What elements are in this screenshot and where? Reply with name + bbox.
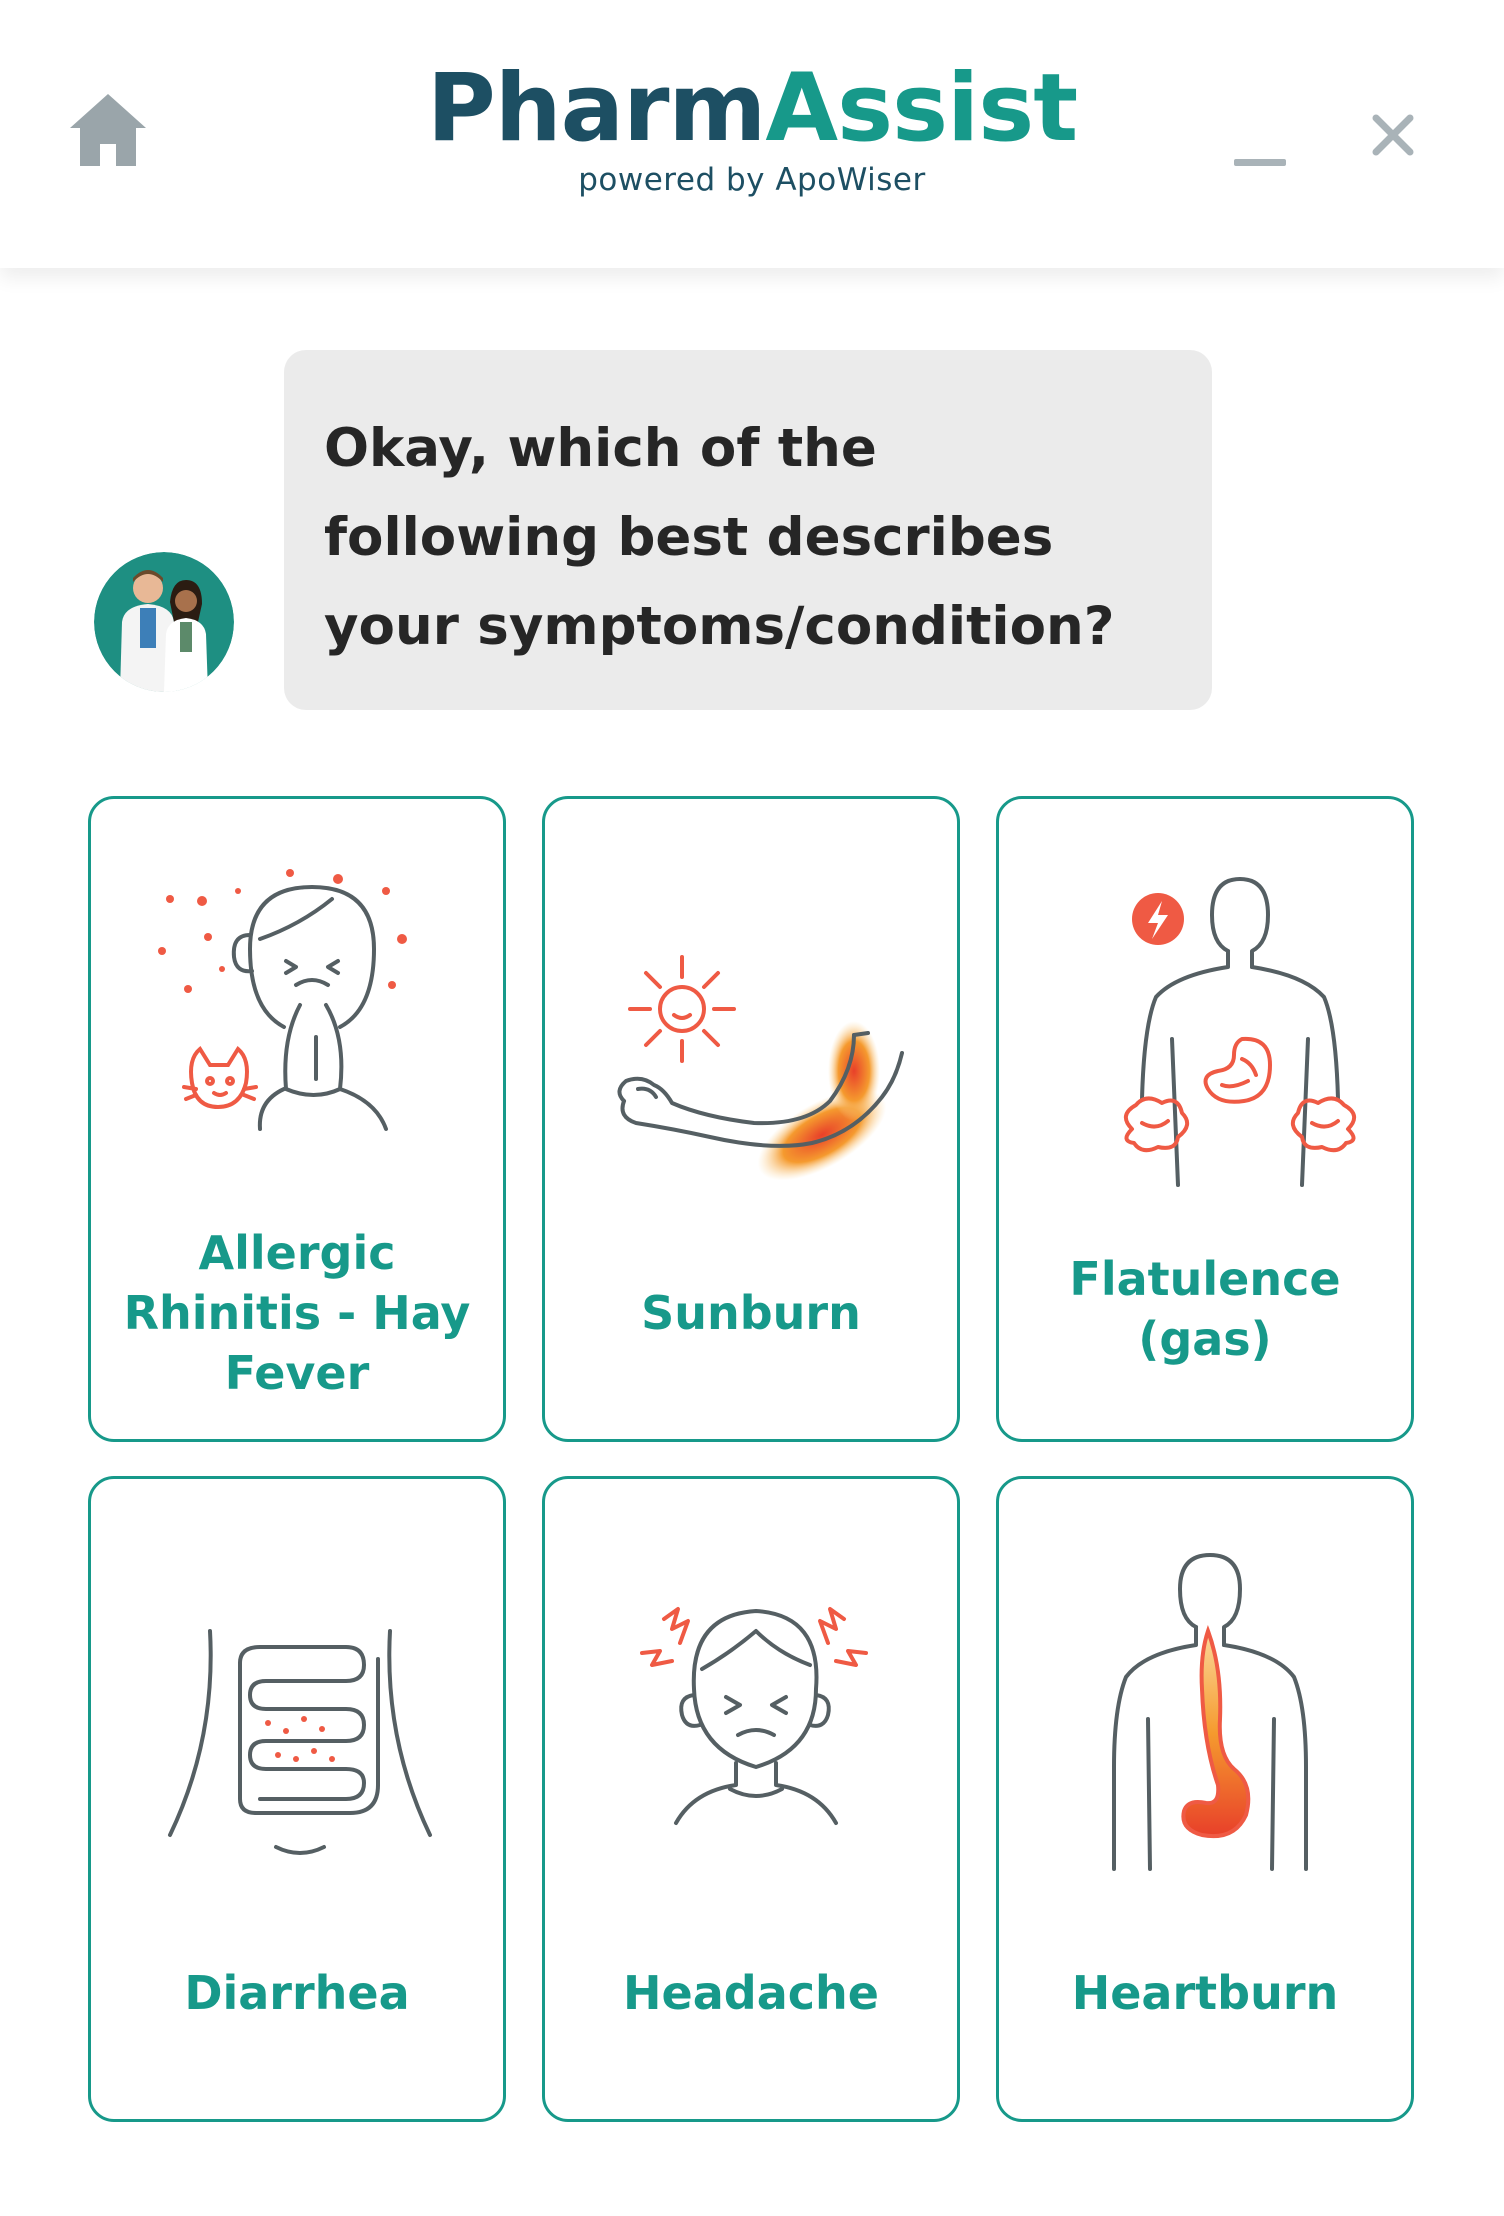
option-label	[561, 1283, 941, 1343]
sunburn-icon	[554, 839, 954, 1239]
flatulence-icon	[1008, 839, 1408, 1239]
minimize-icon	[1234, 159, 1286, 166]
option-headache[interactable]	[542, 1476, 960, 2122]
option-label-line: Sunburn	[641, 1286, 861, 1340]
condition-options-grid	[88, 796, 1414, 2126]
option-label-line: Fever	[224, 1346, 370, 1400]
minimize-button[interactable]	[1234, 126, 1290, 170]
pharmacists-avatar-icon	[94, 552, 234, 692]
bubble-line-2: following best describes	[324, 507, 1054, 568]
logo-text-pharm: Pharm	[426, 54, 766, 163]
option-label-line: Rhinitis - Hay	[123, 1286, 471, 1340]
option-label	[1015, 1249, 1395, 1369]
heartburn-icon	[1008, 1519, 1408, 1919]
option-label	[561, 1963, 941, 2023]
option-label-line: Headache	[623, 1966, 879, 2020]
logo-subtitle: powered by ApoWiser	[578, 162, 926, 198]
headache-icon	[554, 1519, 954, 1919]
option-flatulence[interactable]	[996, 796, 1414, 1442]
option-label-line: Flatulence	[1069, 1252, 1341, 1306]
option-diarrhea[interactable]	[88, 1476, 506, 2122]
option-label-line: Allergic	[198, 1226, 396, 1280]
app-header	[0, 0, 1504, 268]
option-heartburn[interactable]	[996, 1476, 1414, 2122]
pharmacist-avatar	[94, 552, 234, 692]
option-label	[107, 1223, 487, 1403]
option-allergic-rhinitis[interactable]	[88, 796, 506, 1442]
diarrhea-icon	[100, 1519, 500, 1919]
option-label-line: Diarrhea	[184, 1966, 410, 2020]
option-label	[1015, 1963, 1395, 2023]
option-sunburn[interactable]	[542, 796, 960, 1442]
logo-text-assist: Assist	[765, 54, 1078, 163]
chat-bubble	[284, 350, 1212, 710]
option-label	[107, 1963, 487, 2023]
option-label-line: (gas)	[1138, 1312, 1272, 1366]
bubble-line-1: Okay, which of the	[324, 418, 877, 479]
bubble-line-3: your symptoms/condition?	[324, 596, 1115, 657]
hay-fever-icon	[100, 839, 500, 1239]
close-button[interactable]	[1362, 104, 1424, 166]
option-label-line: Heartburn	[1071, 1966, 1339, 2020]
close-icon	[1362, 104, 1424, 166]
